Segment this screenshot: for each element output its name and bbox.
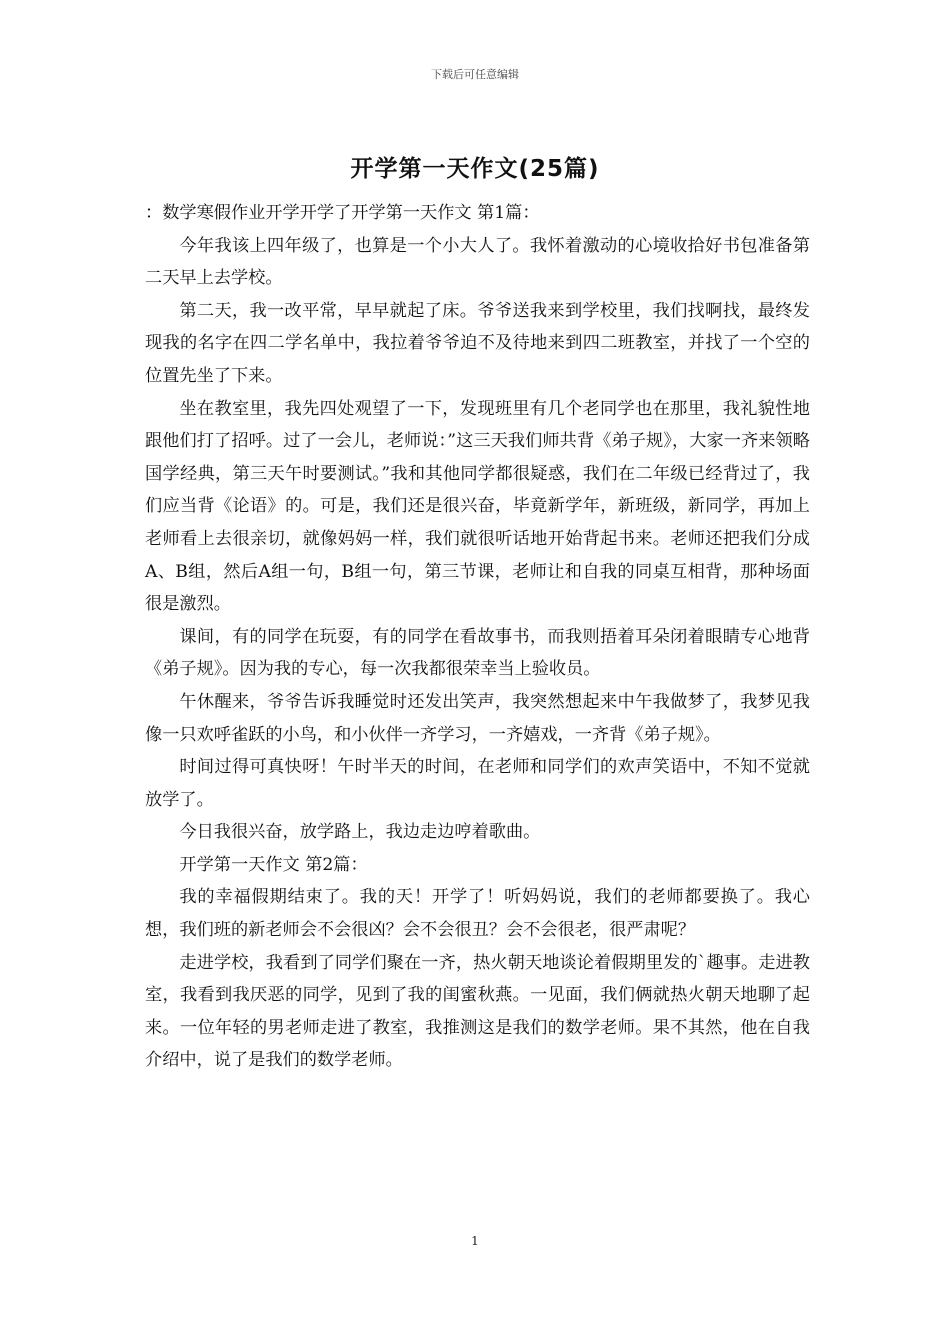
paragraph: 今日我很兴奋，放学路上，我边走边哼着歌曲。 (179, 822, 541, 843)
paragraph: 时间过得可真快呀！午时半天的时间，在老师和同学们的欢声笑语中，不知不觉就放学了。 (145, 757, 810, 810)
paragraph: 我的幸福假期结束了。我的天！开学了！听妈妈说，我们的老师都要换了。我心想，我们班的新老师会不会很凶？会不会很丑？会不会很老，很严肃呢？ (145, 887, 810, 941)
paragraph: 课间，有的同学在玩耍，有的同学在看故事书，而我则捂着耳朵闭着眼睛专心地背《弟子规》。因为我的专心，每一次我都很荣幸当上验收员。 (145, 626, 810, 680)
paragraph: 第二天，我一改平常，早早就起了床。爷爷送我来到学校里，我们找啊找，最终发现我的名字在四二学名单中，我拉着爷爷迫不及待地来到四二班教室，并找了一个空的位置先坐了下来。 (145, 300, 810, 386)
intro-line: ：数学寒假作业开学开学了开学第一天作文 第1篇： (145, 203, 540, 223)
paragraph: 今年我该上四年级了，也算是一个小大人了。我怀着激动的心境收拾好书包准备第二天早上去学校。 (145, 235, 810, 289)
document-body (145, 197, 810, 1077)
page-header: 下载后可任意编辑 (431, 68, 519, 81)
document-title: 开学第一天作文(25篇) (350, 156, 600, 182)
paragraph: 坐在教室里，我先四处观望了一下，发现班里有几个老同学也在那里，我礼貌性地跟他们打了招呼。过了一会儿，老师说：”这三天我们师共背《弟子规》，大家一齐来领略国学经典，第三天午时要测试。”我和其他同学都很疑惑，我们在二年级已经背过了，我们应当背《论语》的。可是，我们还是很兴奋，毕竟新学年，新班级，新同学，再加上老师看上去很亲切，就像妈妈一样，我们就很听话地开始背起书来。老师还把我们分成A、B组，然后A组一句，B组一句，第三节课，老师让和自我的同桌互相背，那种场面很是激烈。 (145, 398, 810, 615)
page-number: 1 (471, 1234, 479, 1248)
paragraph: 走进学校，我看到了同学们聚在一齐，热火朝天地谈论着假期里发的`趣事。走进教室，我看到我厌恶的同学，见到了我的闺蜜秋燕。一见面，我们俩就热火朝天地聊了起来。一位年轻的男老师走进了教室，我推测这是我们的数学老师。果不其然，他在自我介绍中，说了是我们的数学老师。 (145, 952, 810, 1071)
paragraph: 午休醒来，爷爷告诉我睡觉时还发出笑声，我突然想起来中午我做梦了，我梦见我像一只欢呼雀跃的小鸟，和小伙伴一齐学习，一齐嬉戏，一齐背《弟子规》。 (145, 691, 810, 745)
section-heading: 开学第一天作文 第2篇： (179, 854, 368, 875)
